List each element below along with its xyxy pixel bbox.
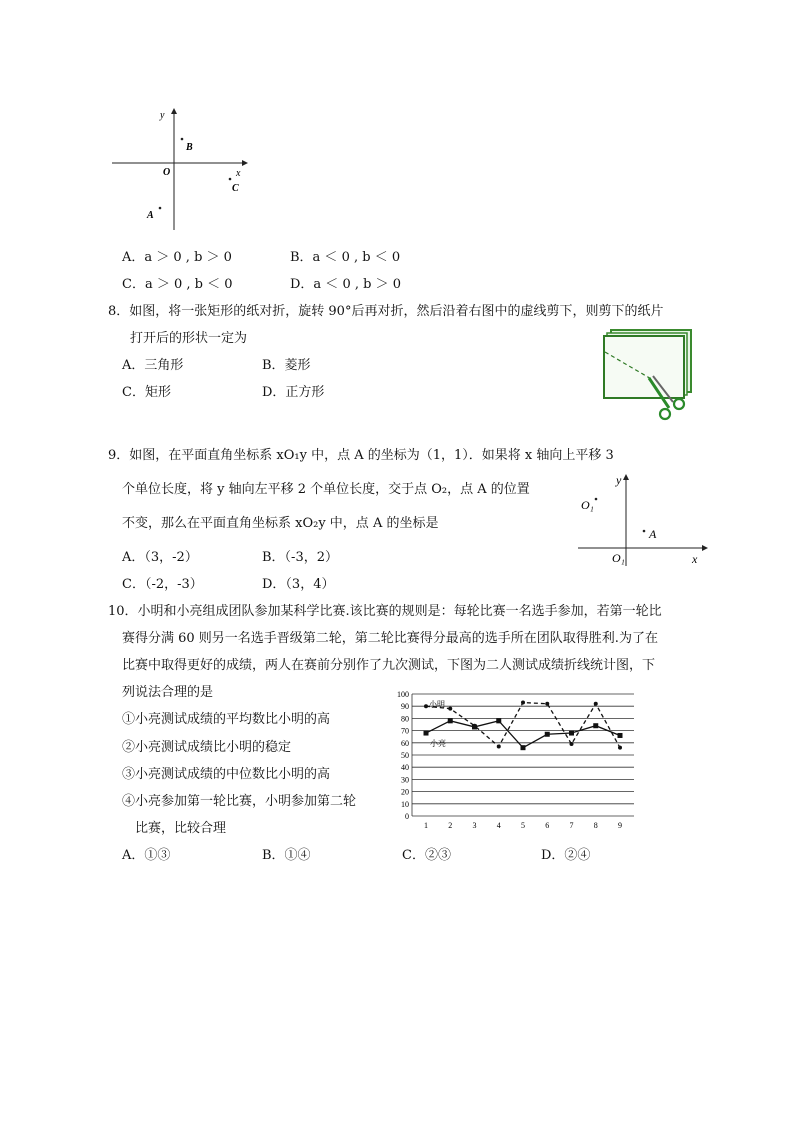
q8-stem-line2: 打开后的形状一定为 (130, 331, 248, 346)
y-tick-label: 50 (401, 751, 409, 760)
series-line-2 (426, 721, 620, 748)
q9-option-a: A．（3，-2） (122, 550, 198, 565)
x-tick-label: 7 (569, 821, 574, 830)
q7-point-c-label: C (232, 183, 239, 194)
q7-option-c: C．a ＞ 0 , b ＜ 0 (122, 277, 233, 292)
data-point (496, 718, 501, 723)
q7-y-arrow (171, 108, 177, 114)
q10-line-chart (392, 684, 642, 834)
q7-point-a-label: A (147, 210, 154, 221)
q9-point-a-label: A (649, 527, 657, 541)
q9-option-c: C．（-2，-3） (122, 577, 203, 592)
x-tick-label: 3 (472, 821, 477, 830)
x-tick-label: 8 (593, 821, 598, 830)
q8-option-c: C．矩形 (122, 385, 171, 400)
q9-point-a (643, 530, 646, 533)
q7-option-d: D．a ＜ 0 , b ＞ 0 (290, 277, 401, 292)
data-point (521, 701, 525, 705)
q10-option-a: A．①③ (122, 848, 171, 863)
y-tick-label: 100 (397, 690, 409, 699)
q7-point-b-label: B (186, 142, 193, 153)
q10-option-c: C．②③ (402, 848, 451, 863)
q9-option-b: B．（-3，2） (262, 550, 338, 565)
x-tick-label: 5 (521, 821, 525, 830)
data-point (472, 724, 477, 729)
x-tick-label: 9 (618, 821, 622, 830)
q8-option-b: B．菱形 (262, 358, 311, 373)
q7-y-label: y (160, 110, 165, 121)
x-tick-label: 2 (448, 821, 453, 830)
q8-folded-paper-figure (603, 330, 693, 422)
q10-option-b: B．①④ (262, 848, 311, 863)
x-tick-label: 4 (496, 821, 501, 830)
q7-point-c (229, 178, 232, 181)
y-tick-label: 80 (401, 714, 409, 724)
y-tick-label: 30 (401, 775, 409, 785)
q9-stem-line3: 不变，那么在平面直角坐标系 xO₂y 中，点 A 的坐标是 (122, 516, 439, 531)
q9-x-label: x (692, 552, 698, 566)
q9-y-label: y (616, 473, 622, 487)
q7-coordinate-figure (108, 108, 248, 238)
q10-statement-4: ④小亮参加第一轮比赛，小明参加第二轮 (122, 794, 357, 809)
y-tick-label: 20 (401, 787, 409, 797)
q10-stem-line3: 比赛中取得更好的成绩，两人在赛前分别作了九次测试，下图为二人测试成绩折线统计图，下 (122, 658, 656, 673)
data-point (424, 704, 428, 708)
q10-statement-4-cont: 比赛，比较合理 (135, 821, 227, 836)
series-label: 小亮 (430, 739, 446, 749)
q7-point-b (181, 138, 184, 141)
q8-stem-line1: 8．如图，将一张矩形的纸对折，旋转 90°后再对折，然后沿着右图中的虚线剪下，则剪下的纸片 (108, 304, 664, 319)
q9-stem-line1: 9．如图，在平面直角坐标系 xO₁y 中，点 A 的坐标为（1，1）．如果将 x 轴向上平移 3 (108, 448, 614, 463)
y-tick-label: 40 (401, 763, 409, 773)
q10-option-d: D．②④ (541, 848, 591, 863)
q10-statement-2: ②小亮测试成绩比小明的稳定 (122, 740, 292, 755)
data-point (569, 731, 574, 736)
q9-option-d: D．（3，4） (262, 577, 335, 592)
q10-stem-line1: 10．小明和小亮组成团队参加某科学比赛.该比赛的规则是：每轮比赛一名选手参加，若第一轮比 (108, 604, 662, 619)
q9-origin-label: O₁ (612, 551, 625, 565)
q7-option-b: B．a ＜ 0 , b ＜ 0 (290, 250, 401, 265)
data-point (545, 732, 550, 737)
x-tick-label: 1 (424, 821, 428, 830)
data-point (594, 702, 598, 706)
series-label: 小明 (429, 700, 445, 710)
q9-coordinate-figure (576, 470, 710, 570)
q10-stem-line4: 列说法合理的是 (122, 685, 214, 700)
q7-x-label: x (236, 168, 241, 179)
q9-point-o1 (595, 498, 598, 501)
data-point (448, 718, 453, 723)
data-point (521, 745, 526, 750)
data-point (618, 746, 622, 750)
x-tick-label: 6 (545, 821, 550, 830)
y-tick-label: 10 (401, 799, 409, 809)
data-point (497, 744, 501, 748)
q9-x-arrow (702, 545, 708, 551)
y-tick-label: 70 (401, 726, 409, 736)
q10-statement-3: ③小亮测试成绩的中位数比小明的高 (122, 767, 331, 782)
q7-x-arrow (242, 160, 248, 166)
q7-origin-label: O (163, 167, 171, 178)
data-point (570, 742, 574, 746)
series-line-1 (426, 703, 620, 748)
q10-stem-line2: 赛得分满 60 则另一名选手晋级第二轮，第二轮比赛得分最高的选手所在团队取得胜利.为了在 (122, 631, 658, 646)
q9-stem-line2: 个单位长度，将 y 轴向左平移 2 个单位长度，交于点 O₂，点 A 的位置 (122, 482, 530, 497)
q7-point-a (159, 207, 162, 210)
q8-option-d: D．正方形 (262, 385, 325, 400)
data-point (545, 702, 549, 706)
data-point (618, 733, 623, 738)
y-tick-label: 90 (401, 702, 409, 712)
y-tick-label: 60 (401, 738, 409, 748)
q10-statement-1: ①小亮测试成绩的平均数比小明的高 (122, 712, 331, 727)
q8-option-a: A．三角形 (122, 358, 184, 373)
q9-point-o1-label: O₁ (581, 498, 594, 512)
q7-option-a: A．a ＞ 0 , b ＞ 0 (122, 250, 232, 265)
q9-y-arrow (623, 474, 629, 480)
data-point (448, 707, 452, 711)
data-point (424, 731, 429, 736)
y-tick-label: 0 (405, 812, 409, 821)
data-point (593, 723, 598, 728)
